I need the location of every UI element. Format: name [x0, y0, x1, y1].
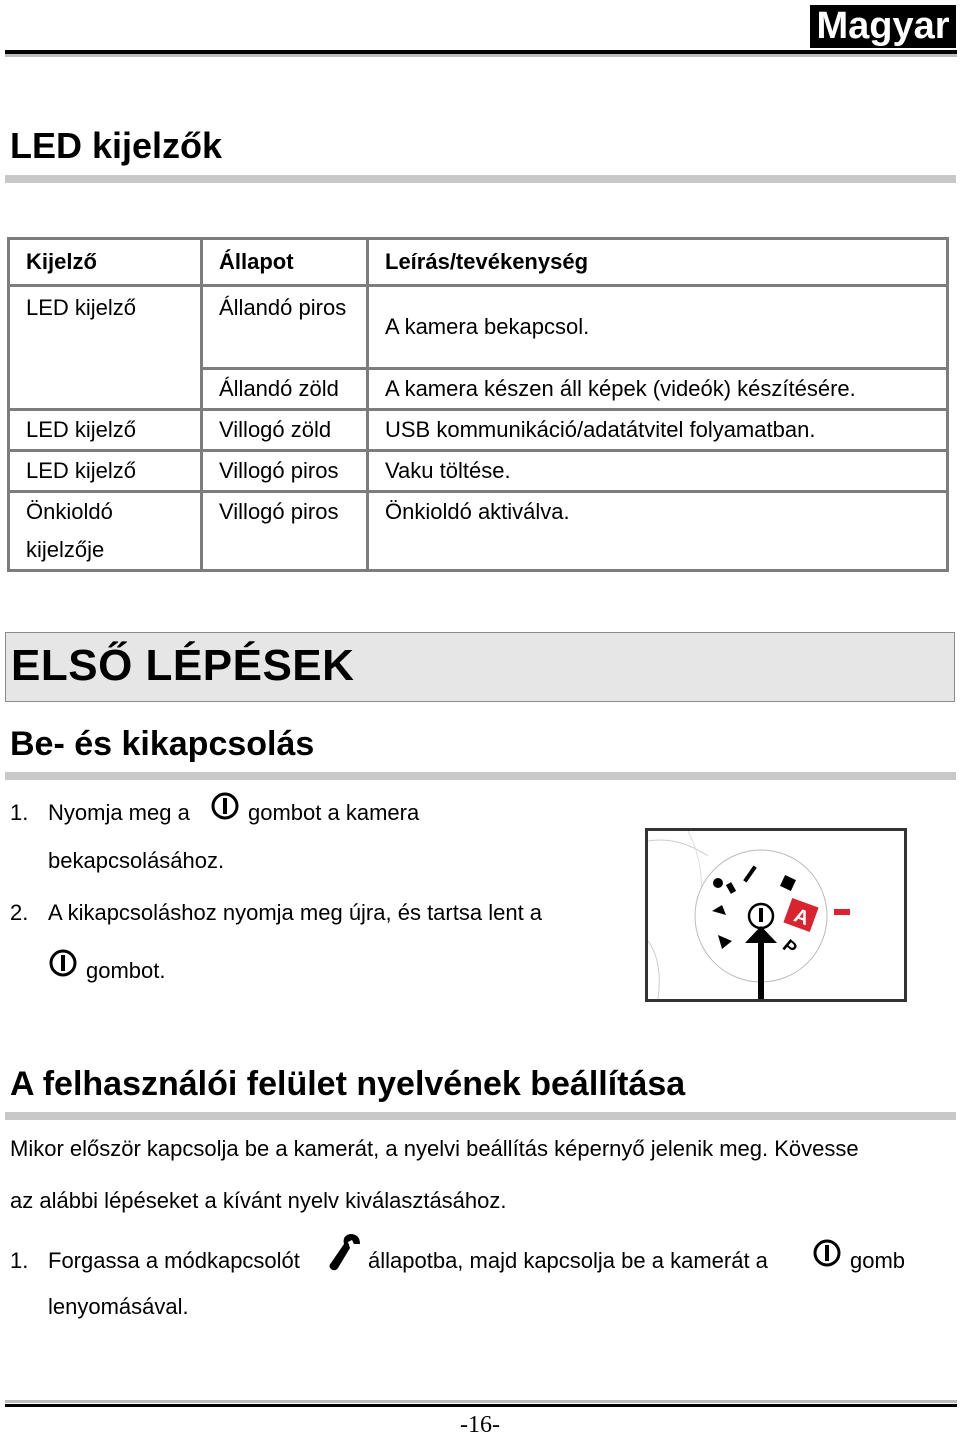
table-cell-description: A kamera bekapcsol. [368, 286, 948, 369]
getting-started-band [5, 632, 955, 702]
header-description: Leírás/tevékenység [368, 239, 948, 286]
dial-label-program: P [778, 935, 802, 959]
power-step2-number: 2. [10, 900, 29, 925]
language-step1-text-a: Forgassa a módkapcsolót [48, 1248, 300, 1273]
power-step1-text-a: Nyomja meg a [48, 800, 190, 825]
table-cell-state: Állandó piros [202, 286, 368, 369]
power-icon [48, 948, 78, 978]
table-cell-indicator: LED kijelző [9, 286, 202, 410]
language-step1-text-b: állapotba, majd kapcsolja be a kamerát a [368, 1248, 768, 1273]
wrench-icon [328, 1232, 362, 1272]
table-cell-description: Önkioldó aktiválva. [368, 492, 948, 571]
table-cell-description: USB kommunikáció/adatátvitel folyamatban. [368, 410, 948, 451]
power-section-title: Be- és kikapcsolás [10, 725, 315, 763]
page-number: -16- [460, 1412, 500, 1438]
footer-rule [5, 1404, 957, 1407]
red-indicator-mark [834, 909, 850, 915]
table-cell-indicator: LED kijelző [9, 451, 202, 492]
table-cell-description: Vaku töltése. [368, 451, 948, 492]
header-rule-shadow [5, 54, 957, 57]
header-state: Állapot [202, 239, 368, 286]
table-cell-description: A kamera készen áll képek (videók) készítésére. [368, 369, 948, 410]
table-row [9, 492, 948, 571]
language-step1-text-d: lenyomásával. [48, 1294, 189, 1319]
language-step1-text-c: gomb [850, 1248, 906, 1273]
power-icon [210, 791, 240, 821]
table-cell-indicator: Önkioldó kijelzője [9, 492, 202, 571]
power-step2-text-a: A kikapcsoláshoz nyomja meg újra, és tartsa lent a [48, 900, 543, 925]
led-table [7, 237, 949, 572]
power-step2-text-b: gombot. [86, 958, 166, 983]
language-paragraph-line2: az alábbi lépéseket a kívánt nyelv kiválasztásához. [10, 1188, 507, 1213]
table-cell-state: Villogó piros [202, 492, 368, 571]
language-section-title: A felhasználói felület nyelvének beállítása [10, 1065, 686, 1103]
led-table-header [9, 239, 948, 286]
table-cell-indicator: LED kijelző [9, 410, 202, 451]
language-paragraph-line1: Mikor először kapcsolja be a kamerát, a nyelvi beállítás képernyő jelenik meg. Kövesse [10, 1136, 859, 1161]
power-icon [812, 1238, 842, 1268]
power-step1-number: 1. [10, 800, 29, 825]
led-title-rule [5, 175, 956, 183]
language-badge: Magyar [810, 5, 956, 48]
getting-started-title: ELSŐ LÉPÉSEK [11, 641, 355, 690]
led-section-title: LED kijelzők [10, 125, 223, 166]
table-cell-state: Villogó zöld [202, 410, 368, 451]
language-step1-number: 1. [10, 1248, 29, 1273]
table-cell-state: Állandó zöld [202, 369, 368, 410]
table-row [9, 410, 948, 451]
power-step1-text-b: gombot a kamera [248, 800, 420, 825]
language-title-rule [5, 1112, 956, 1120]
power-title-rule [5, 772, 956, 780]
table-row [9, 451, 948, 492]
header-indicator: Kijelző [9, 239, 202, 286]
table-row [9, 286, 948, 369]
mode-dial-drawing [648, 831, 904, 999]
mode-dial-illustration [645, 828, 907, 1002]
table-cell-state: Villogó piros [202, 451, 368, 492]
power-step1-text-c: bekapcsolásához. [48, 848, 225, 873]
footer-rule-shadow [5, 1400, 957, 1403]
dial-label-auto: A [790, 904, 813, 931]
